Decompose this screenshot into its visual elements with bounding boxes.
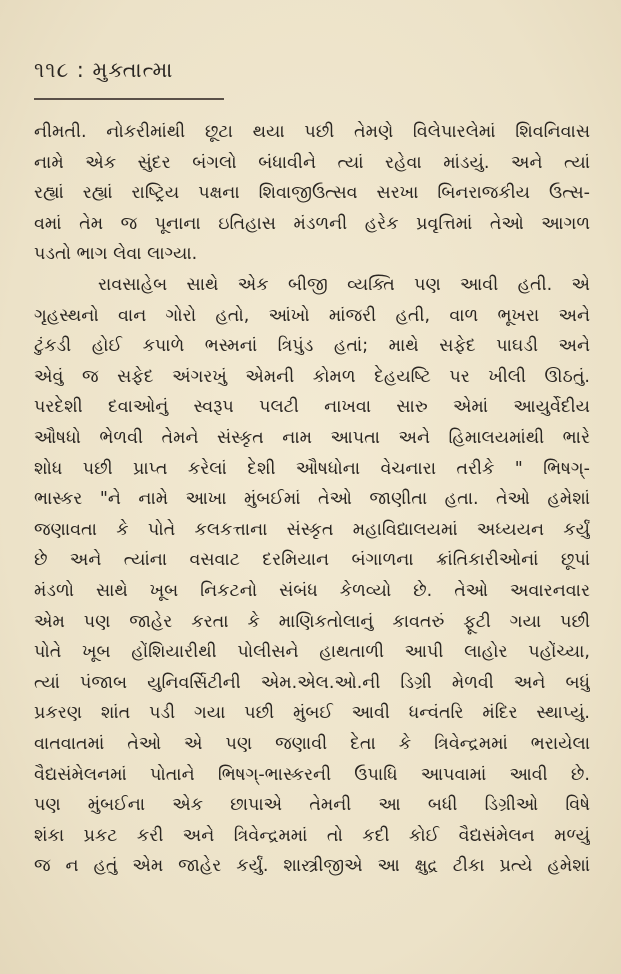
text-line: નીમતી. નોકરીમાંથી છૂટા થયા પછી તેમણે વિલેપારલેમાં શિવનિવાસ (34, 122, 590, 142)
text-line: રહ્યાં રહ્યાં રાષ્ટ્રિય પક્ષના શિવાજીઉત્સવ સરખા બિનરાજકીય ઉત્સ- (34, 183, 590, 204)
text-line: ભાસ્કર "ને નામે આખા મુંબઈમાં તેઓ જાણીતા હતા. તેઓ હમેશાં (34, 489, 590, 510)
text-line: શંકા પ્રકટ કરી અને ત્રિવેન્દ્રમમાં તો કદી કોઈ વૈદ્યસંમેલન મળ્યું (34, 825, 590, 846)
text-line: ટુંકડી હોઈ કપાળે ભસ્મનાં ત્રિપુંડ હતાં; માથે સફેદ પાઘડી અને (34, 336, 590, 357)
text-line: ઔષધો ભેળવી તેમને સંસ્કૃત નામ આપતા અને હિમાલયમાંથી ભારે (34, 427, 590, 448)
text-line: એવું જ સફેદ અંગરખું એમની કોમળ દેહયષ્ટિ પર ખીલી ઊઠતું. (34, 366, 590, 387)
text-line: રાવસાહેબ સાથે એક બીજી વ્યક્તિ પણ આવી હતી. એ (98, 275, 590, 295)
text-line: નામે એક સુંદર બંગલો બંધાવીને ત્યાં રહેવા માંડયું. અને ત્યાં (34, 152, 590, 173)
paragraph-1 (34, 117, 590, 270)
text-line: પરદેશી દવાઓનું સ્વરૂપ પલટી નાખવા સારુ એમાં આયુર્વેદીય (34, 397, 590, 418)
text-line: મંડળો સાથે ખૂબ નિકટનો સંબંધ કેળવ્યો છે. તેઓ અવારનવાર (34, 580, 590, 601)
header-rule (34, 98, 224, 100)
text-line: વમાં તેમ જ પૂનાના ઇતિહાસ મંડળની હરેક પ્રવૃત્તિમાં તેઓ આગળ (34, 213, 590, 234)
text-line: છે અને ત્યાંના વસવાટ દરમિયાન બંગાળના ક્રાંતિકારીઓનાં છૂપાં (34, 550, 590, 571)
paragraph-2 (34, 270, 590, 882)
running-header: ૧૧૮ : મુક્તાત્મા (34, 58, 174, 82)
text-line: પોતે ખૂબ હોંશિયારીથી પોલીસને હાથતાળી આપી લાહોર પહોંચ્યા, (34, 642, 590, 663)
text-line: પડતો ભાગ લેવા લાગ્યા. (34, 244, 198, 265)
text-line: શોધ પછી પ્રાપ્ત કરેલાં દેશી ઔષધોના વેચનારા તરીકે " ભિષગ્- (34, 458, 590, 479)
text-line: જ ન હતું એમ જાહેર કર્યું. શાસ્ત્રીજીએ આ ક્ષુદ્ર ટીકા પ્રત્યે હમેશાં (34, 856, 590, 877)
text-line: પણ મુંબઈના એક છાપાએ તેમની આ બધી ડિગ્રીઓ વિષે (34, 795, 590, 816)
text-line: વૈદ્યસંમેલનમાં પોતાને ભિષગ્-ભાસ્કરની ઉપાધિ આપવામાં આવી છે. (34, 764, 590, 785)
text-line: એમ પણ જાહેર કરતા કે માણિકતોલાનું કાવતરું ફૂટી ગયા પછી (34, 611, 590, 632)
text-line: ત્યાં પંજાબ યુનિવર્સિટીની એમ.એલ.ઓ.ની ડિગ્રી મેળવી અને બધું (34, 672, 590, 693)
text-line: ગૃહસ્થનો વાન ગોરો હતો, આંખો માંજરી હતી, વાળ ભૂખરા અને (34, 305, 590, 326)
text-line: જણાવતા કે પોતે કલકત્તાના સંસ્કૃત મહાવિદ્યાલયમાં અધ્યયન કર્યું (34, 519, 590, 540)
text-line: પ્રકરણ શાંત પડી ગયા પછી મુંબઈ આવી ધન્વંતરિ મંદિર સ્થાપ્યું. (34, 703, 590, 724)
text-line: વાતવાતમાં તેઓ એ પણ જણાવી દેતા કે ત્રિવેન્દ્રમમાં ભરાયેલા (34, 733, 590, 754)
